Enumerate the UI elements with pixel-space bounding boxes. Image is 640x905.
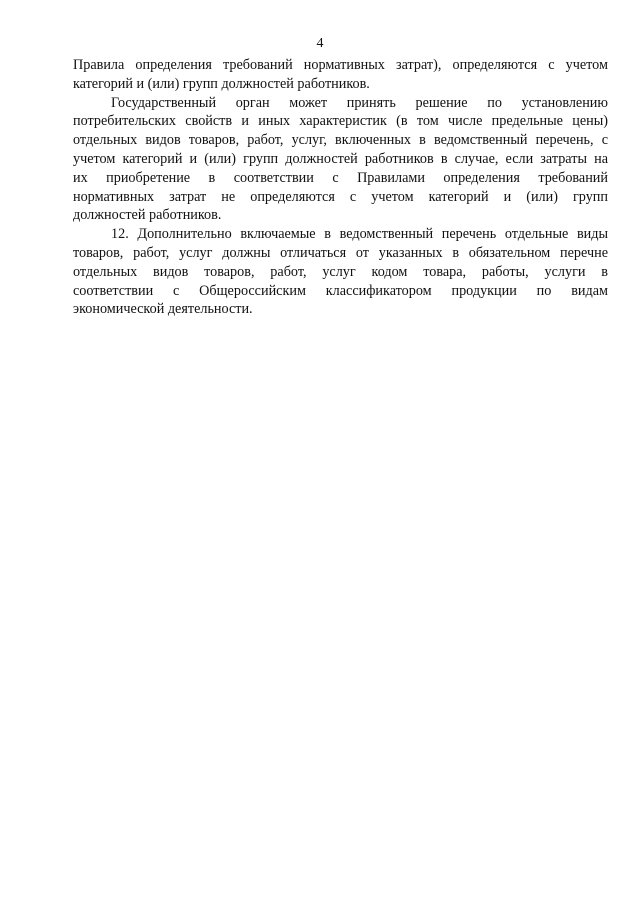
text-line: должностей работников. (73, 207, 222, 224)
text-line: 12. Дополнительно включаемые в ведомственный перечень отдельные виды (111, 226, 608, 243)
text-line: нормативных затрат не определяются с учетом категорий и (или) групп (73, 188, 608, 205)
text-line: учетом категорий и (или) групп должностей работников в случае, если затраты на (73, 150, 608, 167)
text-line: отдельных видов товаров, работ, услуг, включенных в ведомственный перечень, с (73, 132, 608, 149)
text-line: их приобретение в соответствии с Правилами определения требований (73, 169, 608, 186)
text-line: Государственный орган может принять решение по установлению (111, 94, 608, 111)
text-line: категорий и (или) групп должностей работников. (73, 75, 370, 92)
text-line: потребительских свойств и иных характеристик (в том числе предельные цены) (73, 113, 608, 130)
paragraph (73, 56, 608, 94)
text-line: экономической деятельности. (73, 301, 253, 318)
text-line: Правила определения требований нормативных затрат), определяются с учетом (73, 57, 608, 73)
document-body (73, 56, 608, 319)
paragraph (73, 94, 608, 226)
page-number: 4 (316, 36, 324, 51)
paragraph (73, 225, 608, 319)
text-line: соответствии с Общероссийским классификатором продукции по видам (73, 282, 608, 299)
text-line: товаров, работ, услуг должны отличаться от указанных в обязательном перечне (73, 244, 608, 261)
text-line: отдельных видов товаров, работ, услуг кодом товара, работы, услуги в (73, 263, 608, 280)
